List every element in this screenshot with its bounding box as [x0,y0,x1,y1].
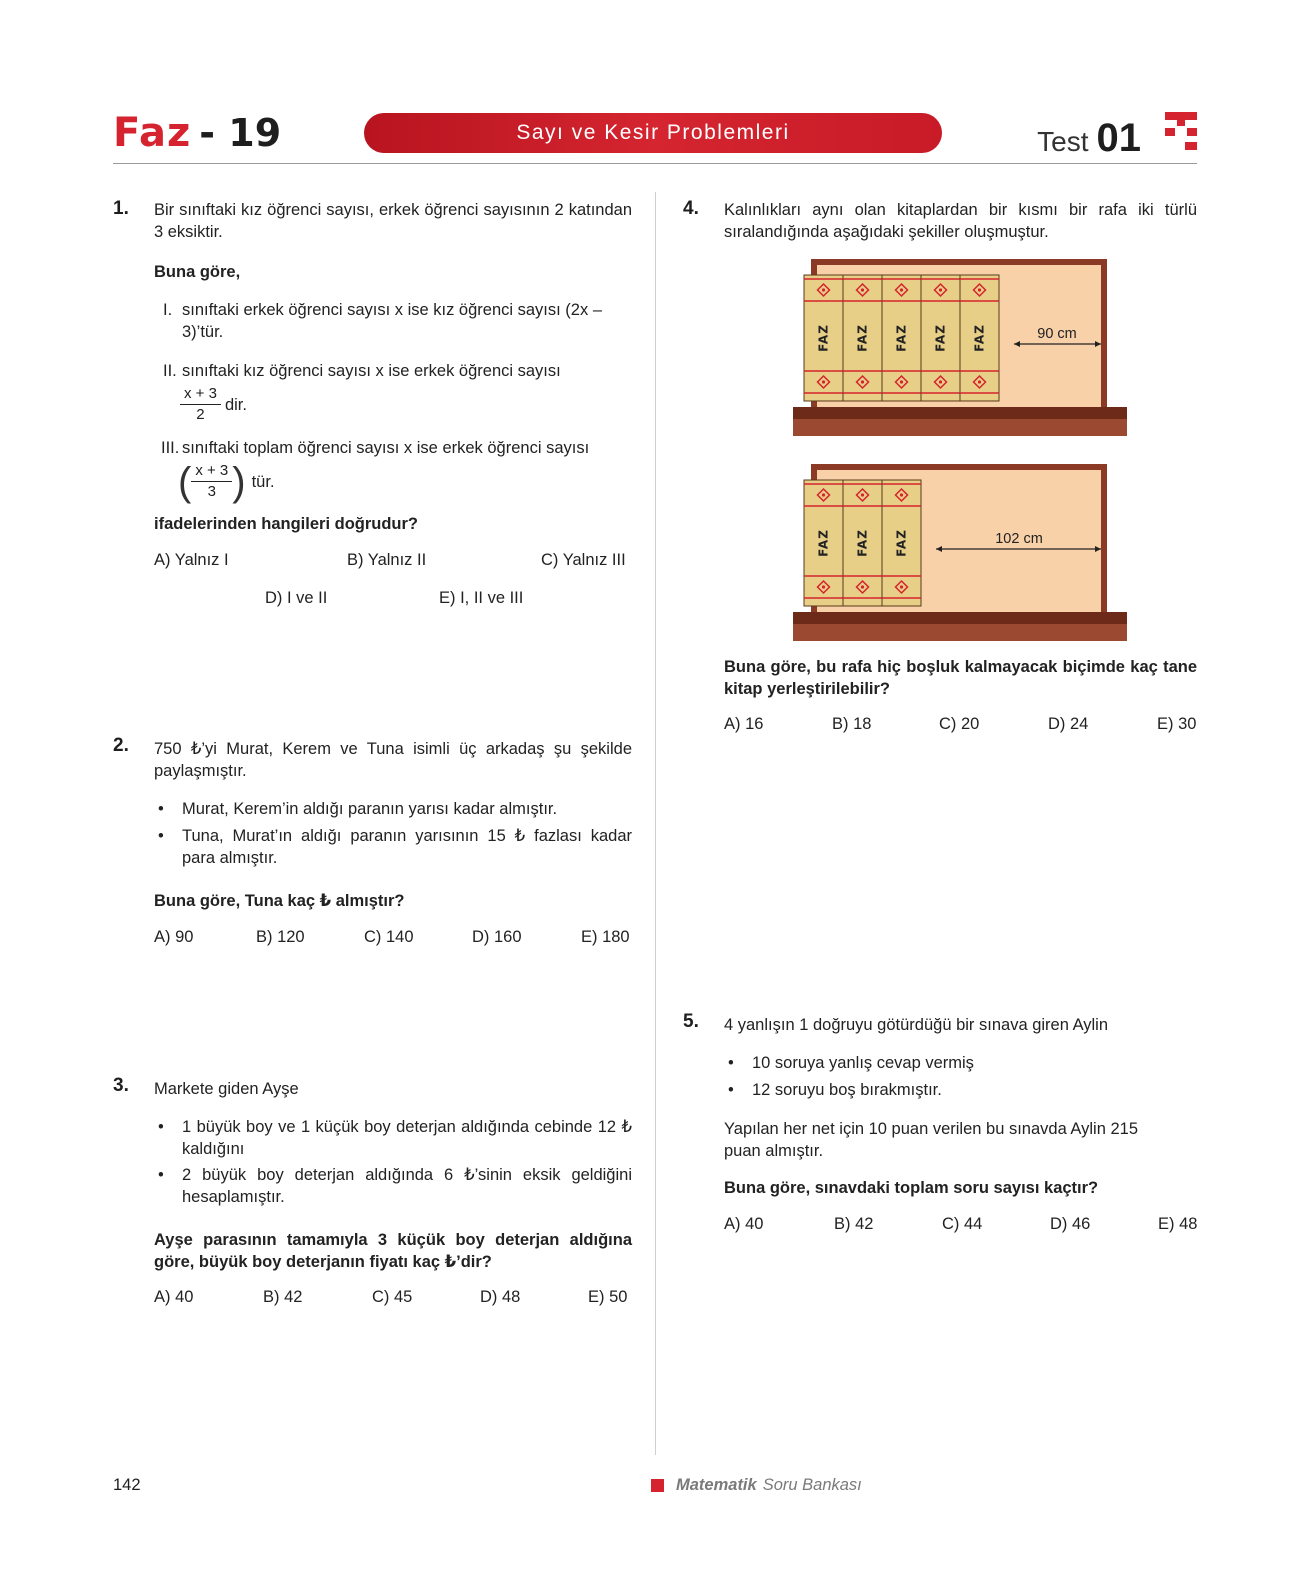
q3-option-d[interactable]: D) 48 [480,1288,521,1306]
shelf2-plank [793,612,1127,624]
q1-s2-numerator: x + 3 [180,384,221,405]
bullet-icon: • [158,1166,164,1184]
shelf2-book [843,480,882,606]
shelf2-book [804,480,843,606]
q5-option-d[interactable]: D) 46 [1050,1215,1091,1233]
q1-option-b[interactable]: B) Yalnız II [347,551,427,569]
q2-option-e[interactable]: E) 180 [581,928,630,946]
q1-s1-text: sınıftaki erkek öğrenci sayısı x ise kız öğrenci sayısı (2x – 3)’tür. [182,301,602,341]
bullet-icon: • [158,1118,164,1136]
shelf2-book-label: FAZ [816,529,831,557]
q5-info: Yapılan her net için 10 puan verilen bu sınavda Aylin 215 puan almıştır. [724,1120,1139,1160]
q5-option-a[interactable]: A) 40 [724,1215,764,1233]
q1-question: ifadelerinden hangileri doğrudur? [154,515,419,533]
q2-question: Buna göre, Tuna kaç ₺ almıştır? [154,892,405,910]
q4-number: 4. [683,198,699,219]
shelf2-book-label: FAZ [855,529,870,557]
q5-bullet-2 [728,1079,1192,1101]
shelf2-book-label: FAZ [894,529,909,557]
topic-banner: Sayı ve Kesir Problemleri [364,113,942,153]
q3-bullet-2 [158,1164,632,1208]
q1-s3-label: III. [161,439,180,457]
shelf1-plank [793,407,1127,419]
q1-s1-label: I. [163,301,173,319]
q4-option-b[interactable]: B) 18 [832,715,872,733]
q2-option-b[interactable]: B) 120 [256,928,305,946]
q1-s2-suffix: dir. [224,395,247,414]
logo-number: - 19 [199,111,282,155]
bullet-icon: • [158,800,164,818]
bullet-icon: • [728,1054,734,1072]
q3-bullet-1-text: 1 büyük boy ve 1 küçük boy deterjan aldığında cebinde 12 ₺ kaldığını [182,1118,632,1158]
shelf1-book-label: FAZ [855,324,870,352]
q5-number: 5. [683,1011,699,1032]
footer-book-name: Soru Bankası [762,1476,862,1494]
corner-logo-icon [1165,112,1197,152]
q3-stem: Markete giden Ayşe [154,1080,299,1098]
shelf1-book-label: FAZ [933,324,948,352]
q2-number: 2. [113,735,129,756]
q2-stem: 750 ₺’yi Murat, Kerem ve Tuna isimli üç arkadaş şu şekilde paylaşmıştır. [154,740,632,780]
q3-number: 3. [113,1075,129,1096]
column-divider [655,192,656,1455]
paren-right-icon: ) [232,459,246,504]
q1-option-d[interactable]: D) I ve II [265,589,328,607]
q1-s3-suffix: tür. [251,472,275,491]
q1-number: 1. [113,198,129,219]
q5-bullet-1 [728,1052,1192,1074]
q4-question: Buna göre, bu rafa hiç boşluk kalmayacak biçimde kaç tane kitap yerleştirilebilir? [724,658,1197,698]
shelf1-book [843,275,882,401]
shelf2-book [882,480,921,606]
q5-question: Buna göre, sınavdaki toplam soru sayısı kaçtır? [724,1179,1099,1197]
q5-bullet-1-text: 10 soruya yanlış cevap vermiş [752,1054,974,1072]
footer-book-title [651,1476,862,1495]
q4-option-d[interactable]: D) 24 [1048,715,1089,733]
q1-option-a[interactable]: A) Yalnız I [154,551,229,569]
q2-option-c[interactable]: C) 140 [364,928,414,946]
footer-subject: Matematik [676,1476,757,1494]
shelf1-books [804,275,999,401]
q1-s2-label: II. [163,362,177,380]
q5-option-c[interactable]: C) 44 [942,1215,983,1233]
q1-lead: Buna göre, [154,263,241,281]
q2-option-a[interactable]: A) 90 [154,928,194,946]
shelf1-book-label: FAZ [816,324,831,352]
shelf1-book [960,275,999,401]
q3-question: Ayşe parasının tamamıyla 3 küçük boy deterjan aldığına göre, büyük boy deterjanın fiyatı kaç ₺’dir? [154,1231,632,1271]
q2-bullet-1 [158,798,632,820]
brand-logo [113,112,281,154]
shelf2-plank-front [793,624,1127,641]
logo-mark: Faz [113,110,192,156]
q4-option-e[interactable]: E) 30 [1157,715,1197,733]
q2-bullet-1-text: Murat, Kerem’in aldığı paranın yarısı kadar almıştır. [182,800,558,818]
test-word: Test [1037,126,1089,157]
bullet-icon: • [728,1081,734,1099]
q2-option-d[interactable]: D) 160 [472,928,522,946]
q1-s2-denominator: 2 [196,406,205,423]
shelf2-gap-label: 102 cm [995,531,1043,547]
q2-bullet-2-text: Tuna, Murat’ın aldığı paranın yarısının 15 ₺ fazlası kadar para almıştır. [182,827,632,867]
shelf1-book [882,275,921,401]
q1-s3-text: sınıftaki toplam öğrenci sayısı x ise erkek öğrenci sayısı [182,439,590,457]
shelf2-books [804,480,921,606]
shelf1-book [804,275,843,401]
shelf1-book-label: FAZ [972,324,987,352]
paren-left-icon: ( [178,459,192,504]
shelf1-plank-front [793,419,1127,436]
test-label [1037,116,1141,161]
q1-s2-fraction [180,384,247,425]
q4-stem: Kalınlıkları aynı olan kitaplardan bir kısmı bir rafa iki türlü sıralandığında aşağıdaki şekiller oluşmuştur. [724,201,1197,241]
q5-stem: 4 yanlışın 1 doğruyu götürdüğü bir sınava giren Aylin [724,1016,1109,1034]
test-number: 01 [1096,116,1141,160]
q4-option-a[interactable]: A) 16 [724,715,764,733]
q1-s3-denominator: 3 [207,483,216,500]
q3-bullet-1 [158,1116,632,1160]
q5-option-b[interactable]: B) 42 [834,1215,874,1233]
q1-option-e[interactable]: E) I, II ve III [439,589,524,607]
q4-option-c[interactable]: C) 20 [939,715,980,733]
q3-option-b[interactable]: B) 42 [263,1288,303,1306]
shelf1-gap-label: 90 cm [1037,326,1077,342]
page-number: 142 [113,1476,141,1494]
q3-option-a[interactable]: A) 40 [154,1288,194,1306]
q1-s2-text: sınıftaki kız öğrenci sayısı x ise erkek öğrenci sayısı [182,362,561,380]
shelf1-book [921,275,960,401]
shelf1-book-label: FAZ [894,324,909,352]
q1-option-c[interactable]: C) Yalnız III [541,551,626,569]
q2-bullet-2 [158,825,632,869]
q3-option-e[interactable]: E) 50 [588,1288,628,1306]
q1-s3-fraction [178,461,275,502]
footer-square-icon [651,1479,664,1492]
q5-bullet-2-text: 12 soruyu boş bırakmıştır. [752,1081,942,1099]
q1-stem: Bir sınıftaki kız öğrenci sayısı, erkek öğrenci sayısının 2 katından 3 eksiktir. [154,201,632,241]
shelf-figure-1 [791,257,1129,438]
q3-option-c[interactable]: C) 45 [372,1288,413,1306]
q5-option-e[interactable]: E) 48 [1158,1215,1198,1233]
q3-bullet-2-text: 2 büyük boy deterjan aldığında 6 ₺’sinin eksik geldiğini hesaplamıştır. [182,1166,632,1206]
header-rule [113,163,1197,164]
q1-s3-numerator: x + 3 [191,461,232,482]
bullet-icon: • [158,827,164,845]
shelf-figure-2 [791,462,1129,643]
